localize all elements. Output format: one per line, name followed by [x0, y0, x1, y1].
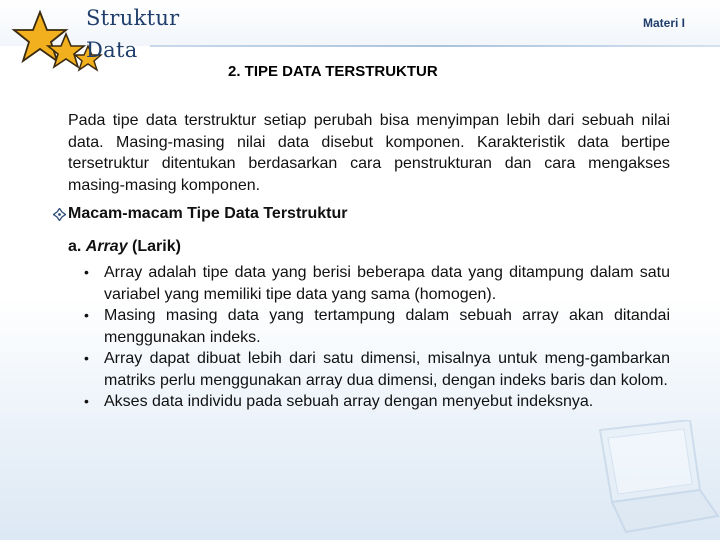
bullet-dot-icon: • [84, 350, 89, 366]
logo-title-line1: Struktur [86, 6, 180, 30]
list-item-text: Array dapat dibuat lebih dari satu dimensi, misalnya untuk meng-gambarkan matriks perlu menggunakan array dua dimensi, dengan indeks baris dan kolom. [104, 350, 670, 389]
section-title: 2. TIPE DATA TERSTRUKTUR [228, 63, 438, 80]
diamond-bullet-icon [53, 208, 66, 221]
list-item [84, 391, 670, 413]
header-divider [150, 45, 720, 47]
chapter-label: Materi I [642, 16, 685, 30]
intro-paragraph: Pada tipe data terstruktur setiap perubah bisa menyimpan lebih dari sebuah nilai data. Masing-masing nilai data disebut komponen. Karakteristik data bertipe tersetruktur ditentukan berdasarkan cara penstrukturan dan cara mengakses masing-masing komponen. [68, 112, 670, 194]
laptop-icon [560, 420, 720, 540]
list-item [84, 262, 670, 305]
logo-title-line2: Data [86, 38, 138, 62]
sub-heading-italic: Array [85, 238, 128, 255]
list-item-text: Akses data individu pada sebuah array dengan menyebut indeksnya. [104, 393, 594, 410]
bullet-dot-icon: • [84, 307, 89, 323]
bullet-dot-icon: • [84, 264, 89, 280]
list-item [84, 348, 670, 391]
sub-heading-suffix: (Larik) [127, 238, 181, 255]
bullet-dot-icon: • [84, 393, 89, 409]
bullet-heading: Macam-macam Tipe Data Terstruktur [68, 205, 348, 222]
sub-heading-prefix: a. [68, 238, 86, 255]
sub-heading [68, 238, 181, 256]
array-points-list [84, 262, 670, 413]
list-item-text: Masing masing data yang tertampung dalam sebuah array akan ditandai menggunakan indeks. [104, 307, 670, 346]
list-item-text: Array adalah tipe data yang berisi beberapa data yang ditampung dalam satu variabel yang memiliki tipe data yang sama (homogen). [104, 264, 670, 303]
list-item [84, 305, 670, 348]
